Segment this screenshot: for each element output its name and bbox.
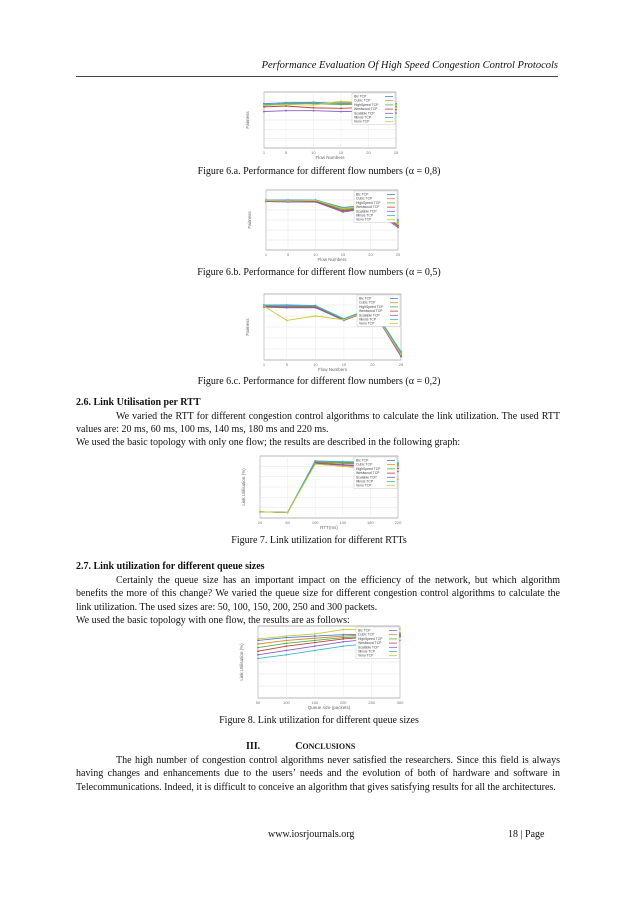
data-point [399,636,401,638]
x-tick-label: 25 [393,150,399,155]
y-axis-label: Fairness [247,211,252,229]
x-tick-label: 10 [313,252,318,257]
data-point [259,511,261,513]
data-point [315,200,317,202]
data-point [263,305,265,307]
legend-entry: Illinois TCP [356,213,374,218]
data-point [314,635,316,637]
data-point [340,104,342,106]
data-point [313,104,315,106]
figure-6a-caption: Figure 6.a. Performance for different flow numbers (α = 0,8) [197,166,441,177]
section-2-7-paragraph-2: We used the basic topology with one flow, the results are as follows: [76,615,350,626]
data-point [314,460,316,462]
section-2-7-paragraph: Certainly the queue size has an important impact on the efficiency of the network, but which algorithm benefits the more of this change? We varied the queue size for different congestion control algorithms to calculate the link utilization. The used sizes are: 50, 100, 150, 200, 250 and 300 packets. [76,575,560,613]
data-point [400,356,402,358]
data-point [286,645,288,647]
x-tick-label: 140 [339,520,347,525]
x-tick-label: 150 [311,700,319,705]
x-axis-label: Queue size (packets) [307,705,351,710]
data-point [343,319,345,321]
legend-entry: Bic TCP [356,192,369,197]
legend-entry: Westwood TCP [356,471,380,476]
data-point [395,109,397,111]
x-tick-label: 100 [283,700,290,705]
x-tick-label: 10 [311,150,316,155]
data-point [313,107,315,109]
section-3-paragraph: The high number of congestion control algorithms never satisfied the researchers. Since this field is always having changes and enhancements due to the users’ needs and the evolution of both of hardware and software in Telecommunications. Indeed, it is difficult to conceive an algorithm that gives satisfying results for all the architectures. [76,755,560,793]
data-point [314,463,316,465]
legend-entry: Scalable TCP [356,209,377,214]
data-point [314,315,316,317]
legend-entry: Cubic TCP [354,98,371,103]
x-tick-label: 20 [257,520,263,525]
header-rule [76,76,558,77]
data-point [263,111,265,113]
legend-entry: Veno TCP [354,119,370,124]
data-point [257,658,259,660]
data-point [399,640,401,642]
data-point [286,635,288,637]
legend-entry: HighSpeed TCP [356,466,381,471]
legend-entry: HighSpeed TCP [354,102,379,107]
x-tick-label: 50 [255,700,261,705]
section-2-6-paragraph-2: We used the basic topology with only one flow; the results are described in the following graph: [76,437,461,448]
figure-8-caption: Figure 8. Link utilization for different queue sizes [219,715,419,726]
x-tick-label: 15 [340,252,346,257]
legend-entry: Scalable TCP [359,313,380,318]
legend-entry: Bic TCP [359,296,372,301]
data-point [397,479,399,481]
section-3-number: III. [246,741,261,752]
y-axis-label: Link Utilisation (%) [239,643,244,681]
data-point [342,629,344,631]
data-point [313,102,315,104]
x-tick-label: 10 [313,362,318,367]
figure-7-caption: Figure 7. Link utilization for different RTTs [231,535,407,546]
legend-entry: Veno TCP [359,321,375,326]
x-axis-label: Flow Numbers [317,257,347,262]
legend-entry: HighSpeed TCP [358,636,383,641]
legend-entry: Veno TCP [356,217,372,222]
data-point [257,654,259,656]
x-tick-label: 100 [311,520,319,525]
data-point [257,650,259,652]
data-point [397,227,399,229]
legend-entry: Cubic TCP [359,300,376,305]
legend-entry: Bic TCP [358,628,371,633]
data-point [342,208,344,210]
data-point [314,305,316,307]
legend-entry: Scalable TCP [354,111,375,116]
x-tick-label: 5 [285,362,288,367]
data-point [399,628,401,630]
data-point [286,642,288,644]
data-point [257,643,259,645]
data-point [286,650,288,652]
legend-entry: Veno TCP [356,483,372,488]
y-axis-label: Link Utilisation (%) [241,468,246,506]
data-point [397,468,399,470]
legend-entry: Westwood TCP [356,205,380,210]
data-point [313,110,315,112]
y-axis-label: Fairness [245,111,250,129]
footer-page-number: 18 | Page [508,829,545,840]
x-tick-label: 15 [341,362,347,367]
data-point [314,307,316,309]
section-3-title-rest: ONCLUSIONS [302,742,356,751]
data-point [265,200,267,202]
data-point [257,638,259,640]
data-point [286,320,288,322]
x-tick-label: 5 [286,252,290,257]
data-point [257,647,259,649]
x-axis-label: Flow Numbers [315,155,345,160]
section-2-6-paragraph: We varied the RTT for different congestion control algorithms to calculate the link utilization. The used RTT values are: 20 ms, 60 ms, 100 ms, 140 ms, 180 ms and 220 ms. [76,411,560,436]
data-point [400,354,402,356]
figure-8-chart [236,622,406,710]
data-point [263,105,265,107]
x-tick-label: 250 [368,700,375,705]
data-point [340,107,342,109]
legend-entry: Scalable TCP [358,645,379,650]
x-axis-label: RTT(ms) [320,525,338,530]
legend-entry: Illinois TCP [354,115,372,120]
data-point [314,633,316,635]
legend-entry: Cubic TCP [356,196,373,201]
data-point [314,640,316,642]
figure-6a-chart [242,88,402,160]
footer-url[interactable]: www.iosrjournals.org [268,829,355,840]
figure-6b-caption: Figure 6.b. Performance for different flow numbers (α = 0,5) [197,267,441,278]
x-tick-label: 200 [339,700,347,705]
x-tick-label: 1 [262,362,266,367]
legend-entry: HighSpeed TCP [359,304,384,309]
x-tick-label: 1 [264,252,268,257]
data-point [342,461,344,463]
data-point [340,111,342,113]
legend-entry: Illinois TCP [359,317,377,322]
data-point [314,637,316,639]
data-point [286,307,288,309]
data-point [342,641,344,643]
x-tick-label: 1 [262,150,266,155]
legend-entry: Westwood TCP [354,107,378,112]
x-tick-label: 20 [370,362,375,367]
legend-entry: Illinois TCP [358,649,376,654]
legend-entry: Bic TCP [354,94,367,99]
figure-7-chart [238,452,404,530]
y-axis-label: Fairness [245,318,250,336]
data-point [395,106,397,108]
section-3-title-initial: C [295,741,303,752]
running-header: Performance Evaluation Of High Speed Congestion Control Protocols [261,60,558,71]
data-point [287,512,289,514]
data-point [286,640,288,642]
figure-6b-chart [244,186,404,262]
data-point [397,471,399,473]
legend-entry: Westwood TCP [359,309,383,314]
data-point [342,211,344,213]
legend-entry: Scalable TCP [356,475,377,480]
data-point [397,220,399,222]
data-point [314,650,316,652]
data-point [397,223,399,225]
legend-entry: Illinois TCP [356,479,374,484]
data-point [285,110,287,112]
data-point [397,462,399,464]
data-point [342,466,344,468]
legend-entry: HighSpeed TCP [356,200,381,205]
section-2-7-heading: 2.7. Link utilization for different queue sizes [76,561,265,572]
x-tick-label: 25 [395,252,401,257]
data-point [286,654,288,656]
data-point [314,645,316,647]
data-point [287,200,289,202]
x-tick-label: 60 [285,520,290,525]
legend-entry: Veno TCP [358,653,374,658]
section-3-heading [246,741,355,752]
data-point [395,104,397,106]
x-tick-label: 20 [368,252,373,257]
x-tick-label: 180 [367,520,374,525]
data-point [286,305,288,307]
x-tick-label: 300 [396,700,404,705]
legend-entry: Cubic TCP [358,632,375,637]
data-point [395,112,397,114]
data-point [397,465,399,467]
legend-entry: Westwood TCP [358,641,382,646]
x-tick-label: 5 [284,150,288,155]
x-axis-label: Flow Numbers [317,367,348,372]
figure-6c-caption: Figure 6.c. Performance for different flow numbers (α = 0,2) [197,376,441,387]
data-point [342,645,344,647]
x-tick-label: 20 [366,150,371,155]
x-tick-label: 15 [338,150,344,155]
data-point [285,104,287,106]
figure-6c-chart [242,290,407,372]
section-2-6-heading: 2.6. Link Utilisation per RTT [76,397,201,408]
data-point [342,638,344,640]
x-tick-label: 25 [398,362,404,367]
x-tick-label: 220 [394,520,402,525]
data-point [314,642,316,644]
data-point [340,100,342,102]
legend-entry: Cubic TCP [356,462,373,467]
legend-entry: Bic TCP [356,458,369,463]
